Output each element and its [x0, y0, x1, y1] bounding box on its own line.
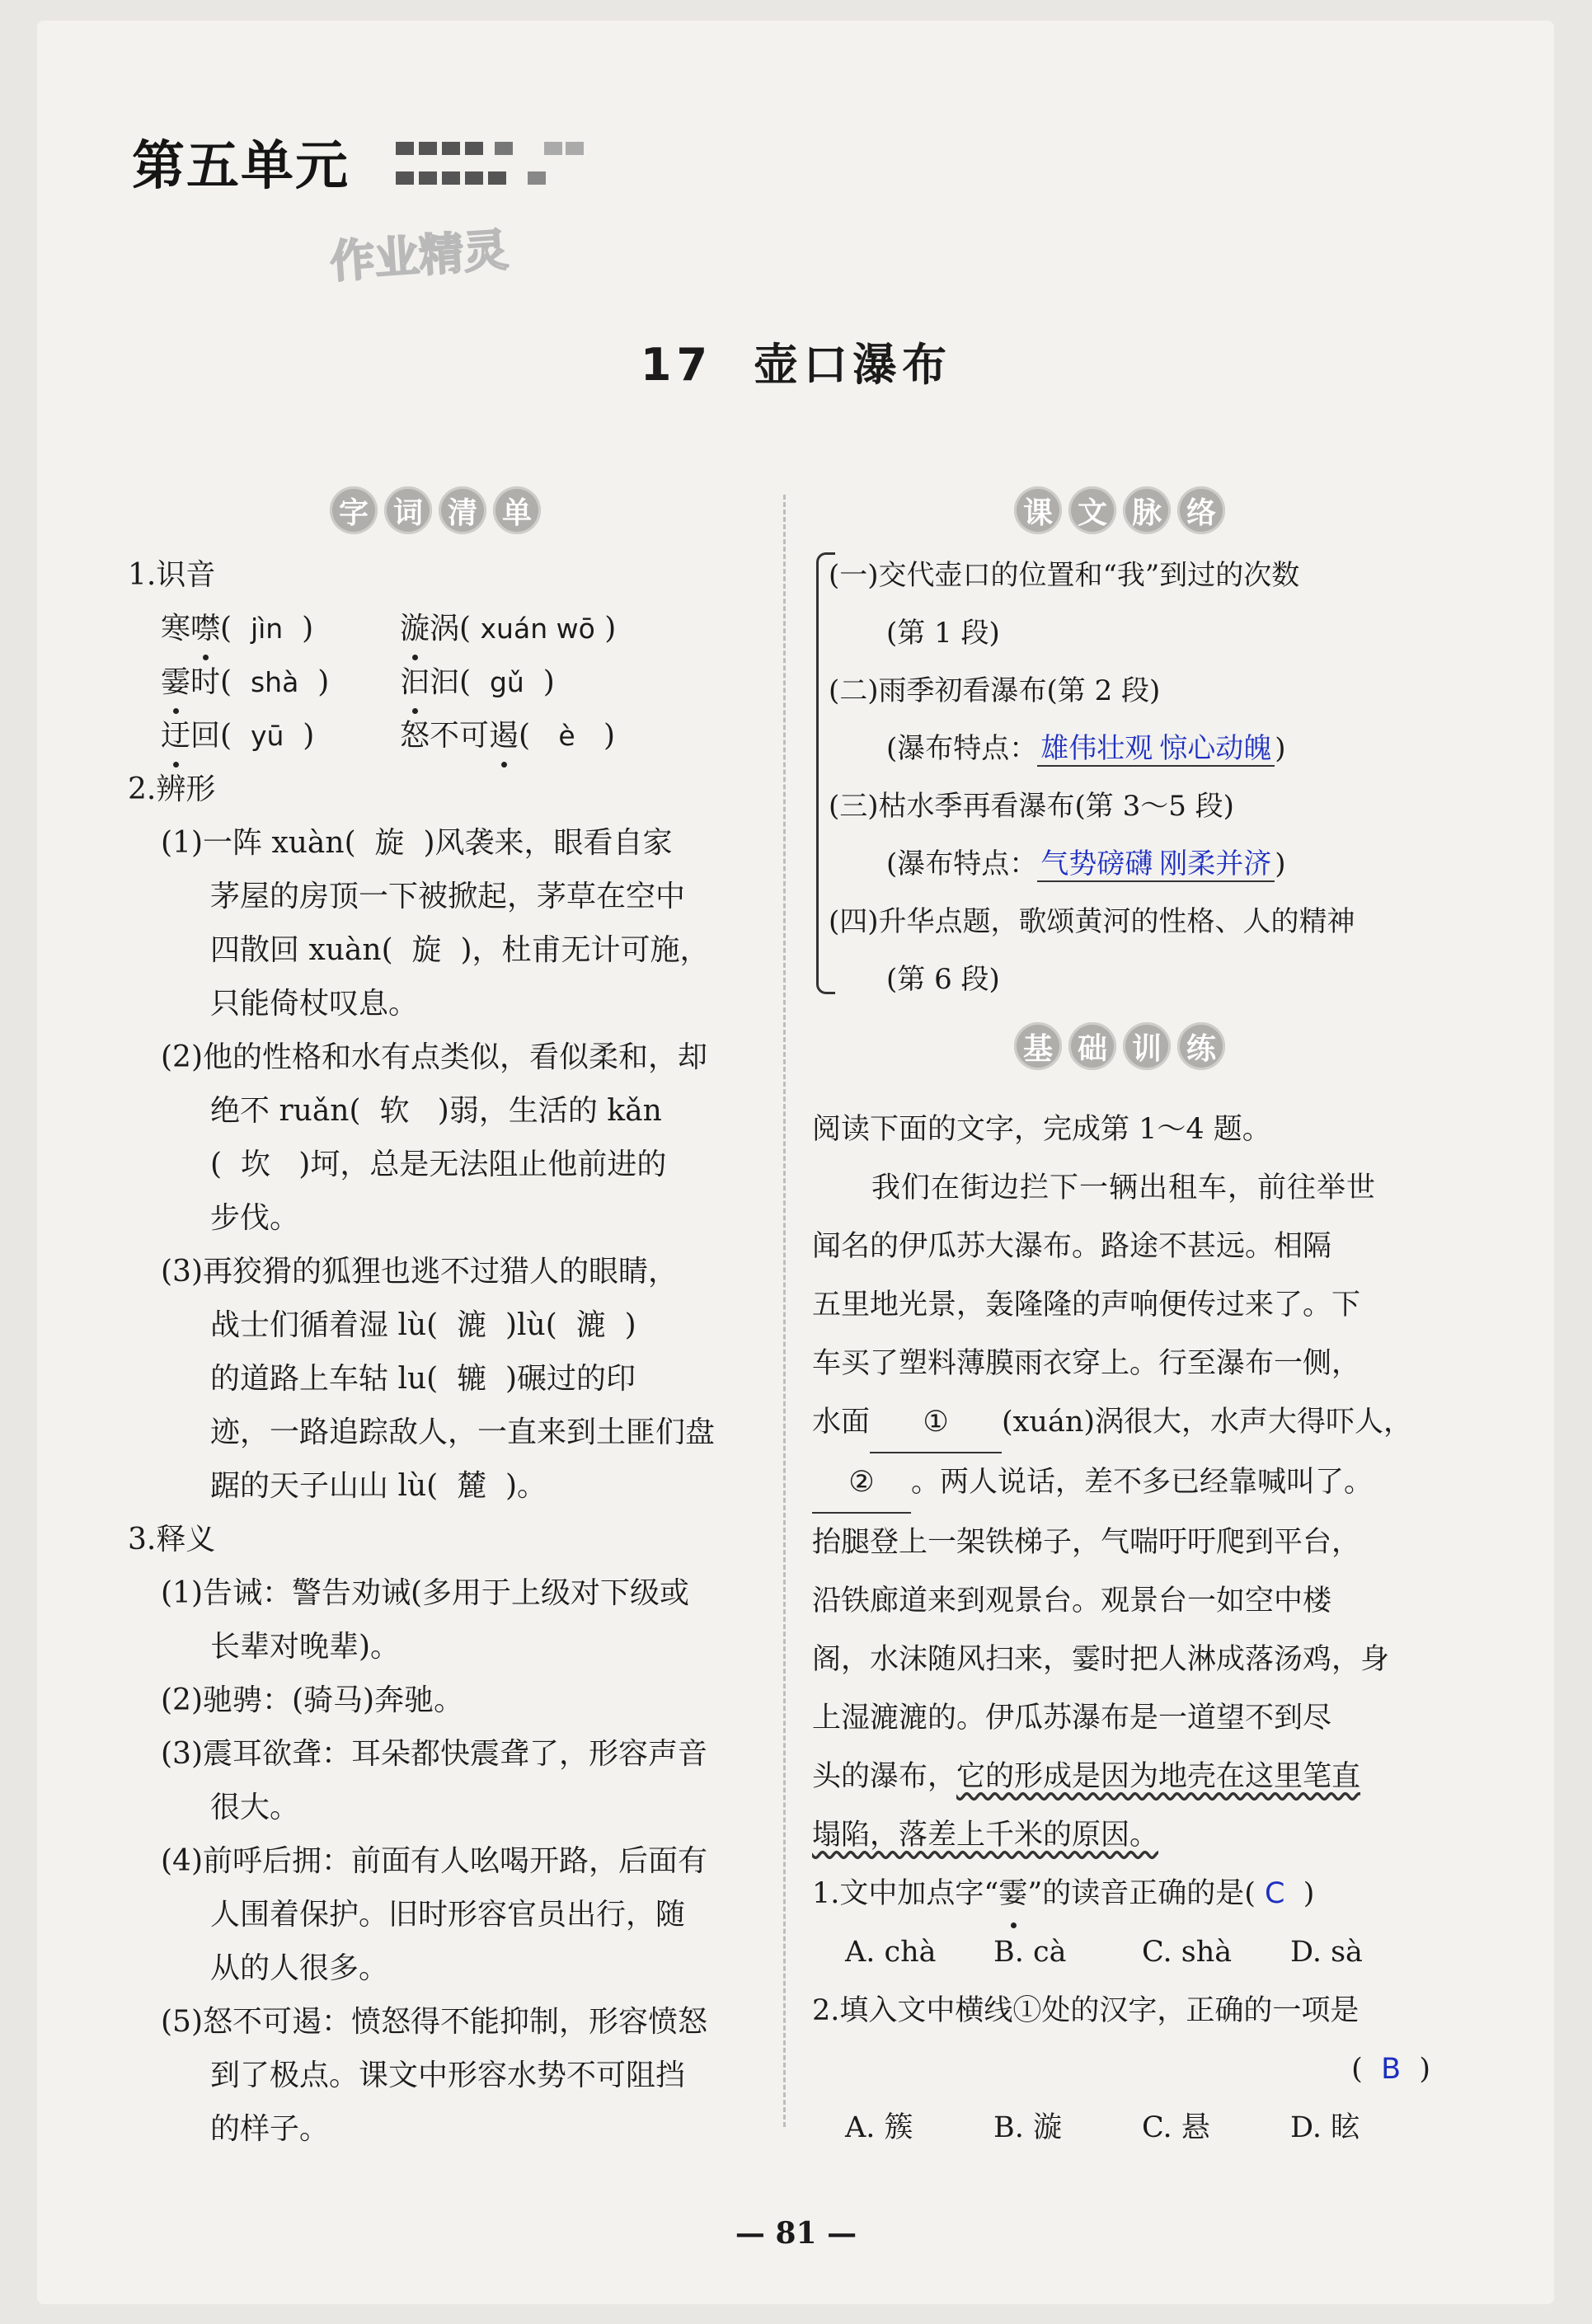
passage-line: 上湿漉漉的。伊瓜苏瀑布是一道望不到尽	[812, 1702, 1332, 1735]
badge-char: 课	[1014, 486, 1062, 534]
outline-part-3: (三)枯水季再看瀑布(第 3～5 段)	[829, 790, 1234, 823]
fill-answer: 旋	[411, 933, 442, 967]
passage-line: 头的瀑布，它的形成是因为地壳在这里笔直	[812, 1760, 1361, 1793]
badge-training	[1014, 1022, 1225, 1070]
option: D. sà	[1290, 1936, 1363, 1969]
form-item-1: (1)一阵 xuàn( 旋 )风袭来，眼看自家 茅屋的房顶一下被掀起，茅草在空中 四散回 xuàn( 旋 )，杜甫无计可施， 只能倚杖叹息。	[161, 826, 710, 1021]
option: A. 簇	[845, 2111, 913, 2144]
pinyin-answer: shà	[250, 666, 299, 698]
passage-line: 水面 ① (xuán)涡很大，水声大得吓人，	[812, 1393, 1447, 1453]
pinyin-answer: xuán wō	[480, 613, 595, 645]
page-number: — 81 —	[735, 2216, 857, 2251]
question-1: 1.文中加点字“霎”的读音正确的是( C )	[812, 1865, 1447, 1923]
dotted-char: 霎	[998, 1865, 1027, 1923]
lesson-number: 17	[640, 339, 713, 391]
outline-answer: 气势磅礴	[1037, 847, 1156, 882]
fill-answer: 软	[379, 1094, 410, 1128]
outline-feature-2: (瀑布特点： 雄伟壮观 惊心动魄 )	[886, 732, 1286, 765]
badge-char: 单	[493, 486, 541, 534]
form-item-2: (2)他的性格和水有点类似，看似柔和，却 绝不 ruǎn( 软 )弱，生活的 kǎn ( 坎 )坷，总是无法阻止他前进的 步伐。	[161, 1040, 708, 1235]
answer-choice: C	[1265, 1877, 1285, 1910]
outline-part-2: (二)雨季初看瀑布(第 2 段)	[829, 674, 1161, 707]
badge-char: 清	[439, 486, 486, 534]
fill-answer: 漉	[575, 1308, 606, 1342]
fill-answer: 漉	[457, 1308, 487, 1342]
fill-answer: 麓	[457, 1469, 487, 1503]
vocabulary-column	[128, 548, 763, 2156]
reading-intro: 阅读下面的文字，完成第 1～4 题。	[812, 1113, 1271, 1146]
option: D. 眩	[1290, 2111, 1360, 2144]
passage-line: 阁，水沫随风扫来，霎时把人淋成落汤鸡，身	[812, 1643, 1390, 1676]
passage-line: 车买了塑料薄膜雨衣穿上。行至瀑布一侧，	[812, 1347, 1361, 1380]
watermark-logo: 作业精灵	[328, 223, 510, 289]
outline-feature-3: (瀑布特点： 气势磅礴 刚柔并济 )	[886, 847, 1286, 880]
pinyin-row: 迂回( yū ) 怒不可遏( è )	[128, 709, 763, 763]
option: B. cà	[993, 1936, 1067, 1969]
passage-line: ② 。两人说话，差不多已经靠喊叫了。	[812, 1453, 1447, 1514]
form-item-3: (3)再狡猾的狐狸也逃不过猎人的眼睛， 战士们循着湿 lù( 漉 )lù( 漉 ) 的道路上车轱 lu( 辘 )碾过的印 迹，一路追踪敌人，一直来到土匪们盘 踞的天子山山 lù( 麓 )。	[161, 1255, 716, 1503]
fill-answer: 坎	[240, 1148, 270, 1181]
question-2-answer: ( B )	[1351, 2053, 1430, 2086]
badge-char: 练	[1177, 1022, 1225, 1070]
section-title: 2.辨形	[128, 772, 216, 806]
passage-line: 闻名的伊瓜苏大瀑布。路途不甚远。相隔	[812, 1230, 1332, 1263]
badge-char: 词	[384, 486, 432, 534]
badge-outline	[1014, 486, 1225, 534]
badge-char: 础	[1068, 1022, 1116, 1070]
option: B. 漩	[993, 2111, 1062, 2144]
outline-part-1-range: (第 1 段)	[886, 617, 1000, 650]
lesson-title-text: 壶口瀑布	[754, 339, 952, 391]
question-2: 2.填入文中横线①处的汉字，正确的一项是	[812, 1994, 1360, 2027]
reading-passage	[812, 1101, 1447, 2157]
outline-part-4-range: (第 6 段)	[886, 963, 1000, 996]
blank-2: ②	[812, 1453, 911, 1514]
definition-5: (5)怒不可遏：愤怒得不能抑制，形容愤怒 到了极点。课文中形容水势不可阻挡 的样子。	[161, 2005, 708, 2146]
badge-char: 训	[1123, 1022, 1171, 1070]
definition-4: (4)前呼后拥：前面有人吆喝开路，后面有 人围着保护。旧时形容官员出行，随 从的人很多。	[161, 1844, 708, 1985]
passage-line: 五里地光景，轰隆隆的声响便传过来了。下	[812, 1289, 1361, 1322]
outline-part-1: (一)交代壶口的位置和“我”到过的次数	[829, 559, 1300, 592]
wavy-underlined-text: 塌陷，落差上千米的原因。	[812, 1819, 1159, 1852]
answer-choice: B	[1381, 2053, 1402, 2086]
question-2-options	[812, 2099, 1447, 2157]
pinyin-answer: jìn	[250, 613, 284, 645]
pinyin-row: 霎时( shà ) 汩汩( gǔ )	[128, 655, 763, 709]
badge-char: 字	[330, 486, 378, 534]
badge-char: 脉	[1123, 486, 1171, 534]
lesson-title	[0, 330, 1592, 393]
pinyin-answer: yū	[250, 720, 284, 752]
wavy-underlined-text: 它的形成是因为地壳在这里笔直	[956, 1760, 1361, 1793]
badge-char: 文	[1068, 486, 1116, 534]
dotted-char: 汩	[400, 655, 430, 709]
passage-line: 我们在街边拦下一辆出租车，前往举世	[871, 1171, 1377, 1204]
dotted-char: 噤	[190, 602, 220, 655]
pinyin-answer: gǔ	[489, 666, 524, 698]
fill-answer: 旋	[374, 826, 405, 860]
column-divider	[783, 495, 786, 2127]
passage-line: 抬腿登上一架铁梯子，气喘吁吁爬到平台，	[812, 1526, 1361, 1559]
pinyin-answer: è	[558, 720, 575, 752]
definition-1: (1)告诫：警告劝诫(多用于上级对下级或 长辈对晚辈)。	[161, 1576, 690, 1664]
pinyin-row: 寒噤( jìn ) 漩涡( xuán wō )	[128, 602, 763, 655]
unit-title: 第五单元	[132, 136, 350, 197]
dotted-char: 霎	[161, 655, 190, 709]
section-title: 1.识音	[128, 558, 216, 592]
text-outline	[829, 547, 1455, 1008]
outline-answer: 惊心动魄	[1156, 732, 1275, 767]
outline-answer: 刚柔并济	[1156, 847, 1275, 882]
section-title: 3.释义	[128, 1523, 216, 1556]
definition-2: (2)驰骋：(骑马)奔驰。	[161, 1683, 464, 1717]
dotted-char: 遏	[489, 709, 519, 763]
outline-part-4: (四)升华点题，歌颂黄河的性格、人的精神	[829, 905, 1355, 938]
dotted-char: 迂	[161, 709, 190, 763]
definition-3: (3)震耳欲聋：耳朵都快震聋了，形容声音 很大。	[161, 1737, 708, 1824]
passage-line	[812, 1806, 1447, 1865]
option: C. shà	[1142, 1936, 1233, 1969]
outline-answer: 雄伟壮观	[1037, 732, 1156, 767]
badge-char: 络	[1177, 486, 1225, 534]
option: C. 悬	[1142, 2111, 1210, 2144]
fill-answer: 辘	[457, 1362, 487, 1396]
option: A. chà	[845, 1936, 937, 1969]
dotted-char: 漩	[400, 602, 430, 655]
badge-char: 基	[1014, 1022, 1062, 1070]
blank-1: ①	[870, 1393, 1002, 1453]
question-1-options	[812, 1923, 1447, 1982]
passage-line: 沿铁廊道来到观景台。观景台一如空中楼	[812, 1585, 1332, 1617]
badge-vocabulary	[330, 486, 541, 534]
